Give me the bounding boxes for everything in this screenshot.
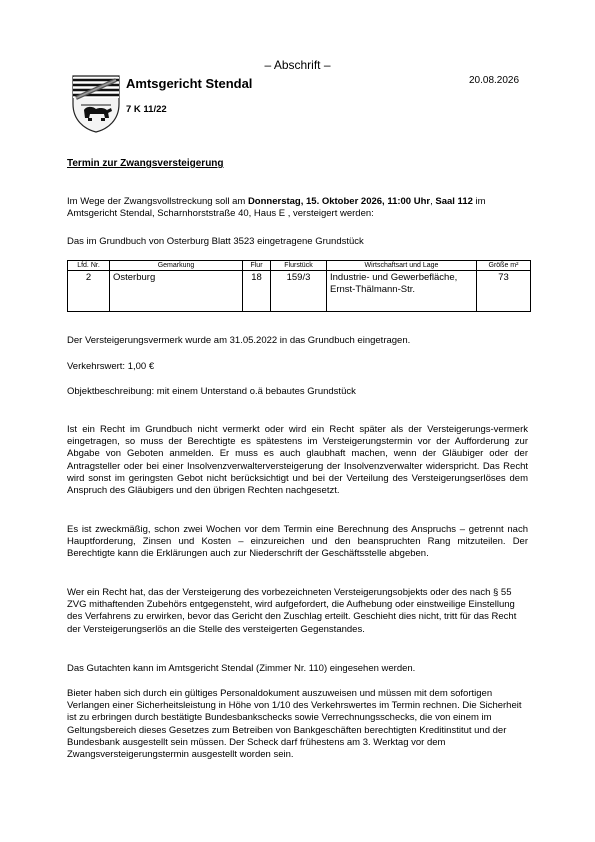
table-cell: 159/3 — [271, 271, 327, 312]
table-header-row — [68, 261, 531, 271]
coat-of-arms-icon — [70, 74, 122, 134]
table-cell: 18 — [243, 271, 271, 312]
objekt-line: Objektbeschreibung: mit einem Unterstand o.ä bebautes Grundstück — [67, 386, 356, 397]
table-cell: Osterburg — [110, 271, 243, 312]
case-number: 7 K 11/22 — [126, 104, 167, 115]
auction-room: Saal 112 — [435, 196, 473, 207]
verkehrswert-line: Verkehrswert: 1,00 € — [67, 361, 155, 372]
document-date: 20.08.2026 — [469, 75, 520, 86]
property-table — [67, 260, 531, 312]
paragraph-expert-report: Das Gutachten kann im Amtsgericht Stendal (Zimmer Nr. 110) eingesehen werden. — [67, 663, 416, 674]
intro-text-1: Im Wege der Zwangsvollstreckung soll am — [67, 196, 248, 207]
table-cell: 73 — [477, 271, 531, 312]
table-cell: 2 — [68, 271, 110, 312]
column-header: Wirtschaftsart und Lage — [327, 261, 477, 271]
column-header: Lfd. Nr. — [68, 261, 110, 271]
column-header: Größe m² — [477, 261, 531, 271]
table-cell: Industrie- und Gewerbefläche, Ernst-Thälmann-Str. — [327, 271, 477, 312]
auction-date: Donnerstag, 15. Oktober 2026, 11:00 Uhr — [247, 196, 431, 207]
paragraph-claim-calculation: Es ist zweckmäßig, schon zwei Wochen vor dem Termin eine Berechnung des Anspruchs – getrennt nach Hauptforderung, Zinsen und Kosten – einzureichen und den beanspruchten Rang mitzuteilen. Der Berechtigte kann die Erklärungen auch zur Niederschrift der Geschäftsstelle abgeben. — [67, 524, 528, 560]
abschrift-label: – Abschrift – — [264, 58, 331, 72]
intro-text-2: , — [430, 196, 436, 207]
grundbuch-line: Das im Grundbuch von Osterburg Blatt 3523 eingetragene Grundstück — [67, 236, 364, 247]
table-row — [68, 271, 531, 312]
vermerk-line: Der Versteigerungsvermerk wurde am 31.05.2022 in das Grundbuch eingetragen. — [67, 335, 411, 346]
page-title: Termin zur Zwangsversteigerung — [67, 158, 224, 169]
intro-paragraph — [67, 196, 528, 220]
paragraph-rights-registration: Ist ein Recht im Grundbuch nicht vermerkt oder wird ein Recht später als der Versteigerungs-vermerk eingetragen, so muss der Berechtigte es spätestens im Versteigerungstermin vor der Aufforderung zur Abgabe von Geboten anmelden. Er muss es auch glaubhaft machen, wenn der Gläubiger oder der Antragsteller oder bei einer Insolvenzverwalterversteigerung der Insolvenzverwalter widerspricht. Das Recht wird sonst im geringsten Gebot nicht berücksichtigt und bei der Verteilung des Versteigerungserlöses dem Anspruch des Gläubigers und den übrigen Rechten nachgesetzt. — [67, 424, 528, 497]
paragraph-objection: Wer ein Recht hat, das der Versteigerung des vorbezeichneten Versteigerungsobjekts oder des nach § 55 ZVG mithaftenden Zubehörs entgegensteht, wird aufgefordert, die Aufhebung oder einstweilige Einstellung des Verfahrens zu erwirken, bevor das Gericht den Zuschlag erteilt. Geschieht dies nicht, tritt für das Recht der Versteigerungserlös an die Stelle des versteigerten Gegenstandes. — [67, 587, 517, 635]
intro-text-3: im Amtsgericht Stendal, Scharnhorststraße 40, Haus E , versteigert werden: — [67, 196, 486, 220]
column-header: Flurstück — [271, 261, 327, 271]
court-name: Amtsgericht Stendal — [126, 76, 253, 91]
paragraph-bidder-security: Bieter haben sich durch ein gültiges Personaldokument auszuweisen und müssen mit dem sofortigen Verlangen einer Sicherheitsleistung in Höhe von 1/10 des Verkehrswertes im Termin rechnen. Die Sicherheit ist zu erbringen durch bestätigte Bundesbankschecks sowie Verrechnungsschecks, die von einem im Geltungsbereich dieses Gesetzes zum Betreiben von Bankgeschäften berechtigten Kreditinstitut und der Bundesbank ausgestellt sein müssen. Der Scheck darf frühestens am 3. Werktag vor dem Zwangsversteigerungstermin ausgestellt worden sein. — [67, 688, 522, 761]
column-header: Flur — [243, 261, 271, 271]
column-header: Gemarkung — [110, 261, 243, 271]
